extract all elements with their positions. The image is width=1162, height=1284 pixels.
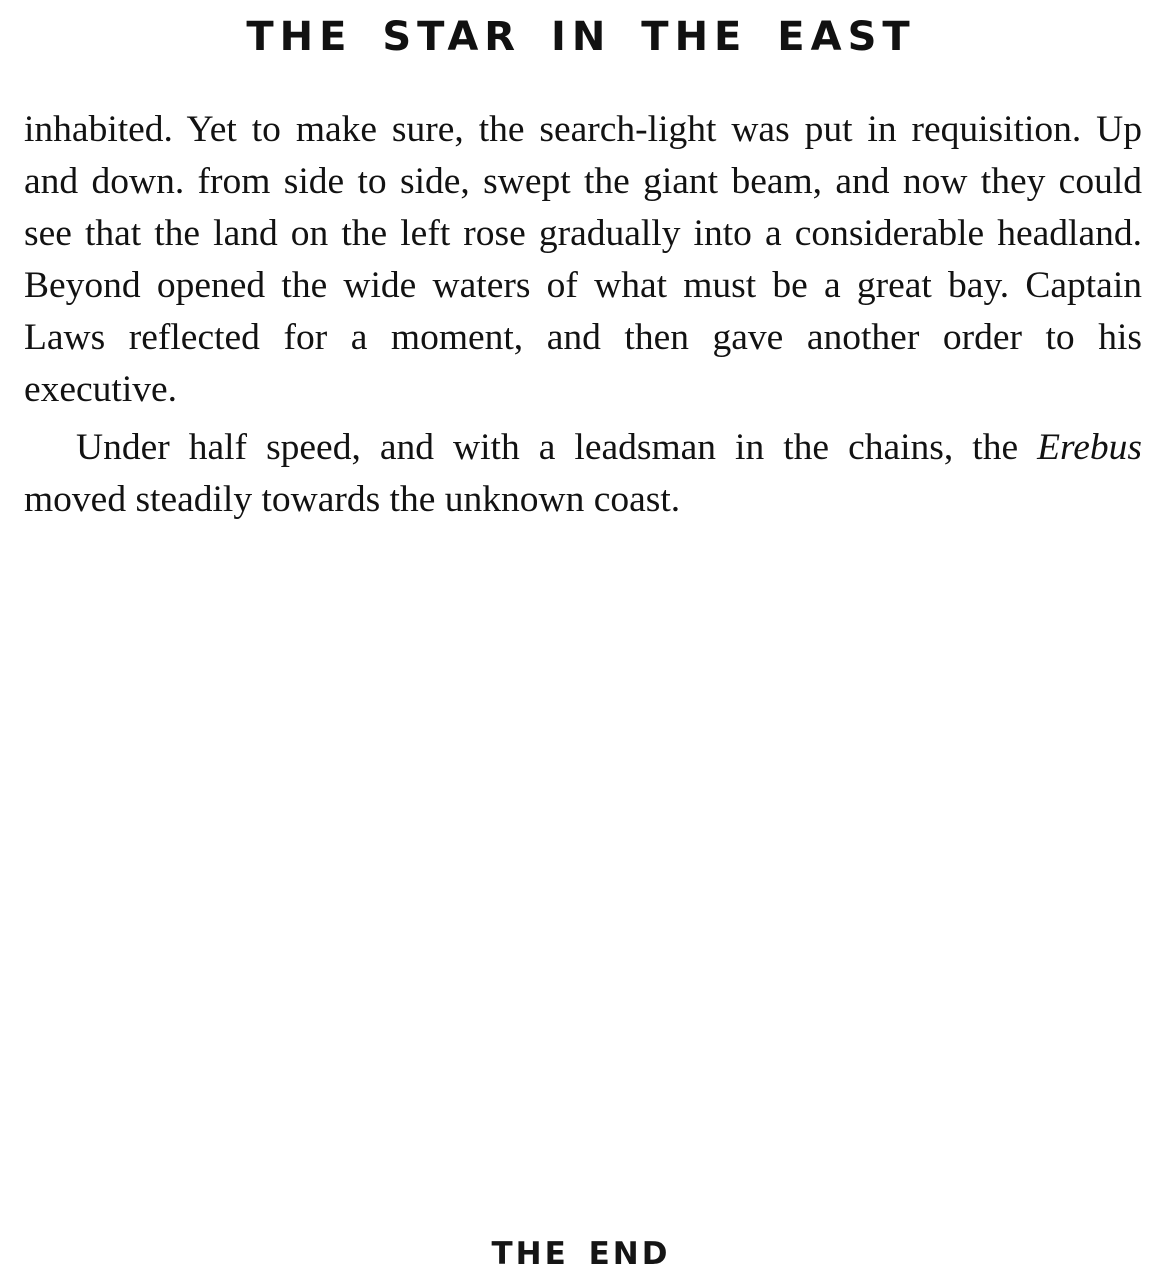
page-title: THE STAR IN THE EAST bbox=[246, 14, 916, 60]
body-text-block bbox=[24, 104, 1142, 526]
paragraph-2-tail: moved steadily towards the unknown coast. bbox=[24, 479, 681, 520]
paragraph-2 bbox=[24, 422, 1142, 526]
paragraph-2-lead: Under half speed, and with a leadsman in the chains, the bbox=[76, 427, 1038, 468]
ship-name-italic: Erebus bbox=[1037, 427, 1142, 468]
end-mark: THE END bbox=[491, 1236, 671, 1272]
paragraph-1: inhabited. Yet to make sure, the search-light was put in requisition. Up and down. from side to side, swept the giant beam, and now they could see that the land on the left rose gradually into a considerable headland. Beyond opened the wide waters of what must be a great bay. Captain Laws reflected for a moment, and then gave another order to his executive. bbox=[24, 109, 1142, 410]
